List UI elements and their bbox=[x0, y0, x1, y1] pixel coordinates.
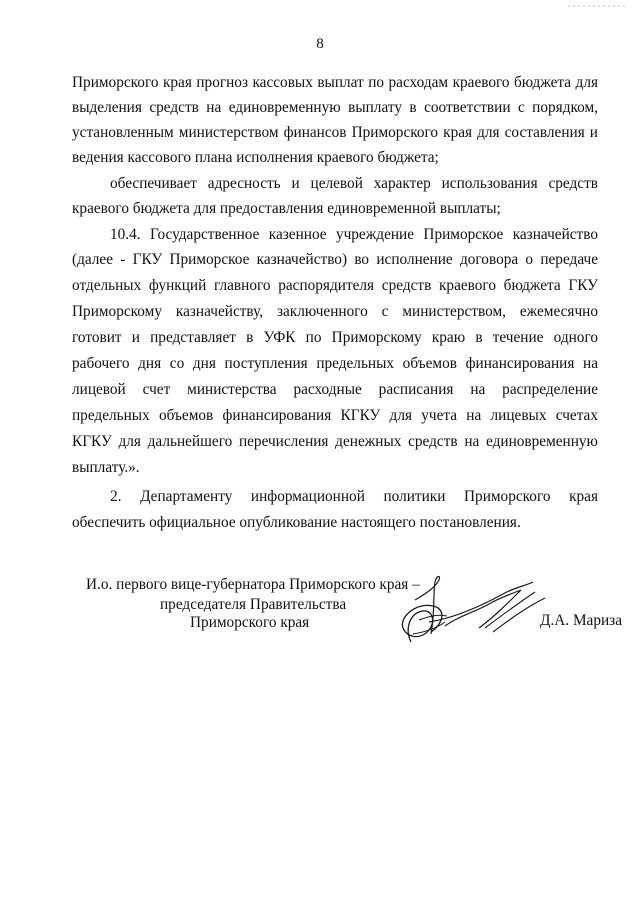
signatory-title: И.о. первого вице-губернатора Приморского края – bbox=[86, 576, 420, 593]
signatory-name: Д.А. Мариза bbox=[540, 612, 623, 629]
signatory-title: Приморского края bbox=[190, 614, 310, 631]
handwritten-signature bbox=[385, 572, 555, 654]
body-line: выделения средств на единовременную выплату в соответствии с порядком, bbox=[72, 99, 598, 116]
body-line: ведения кассового плана исполнения краевого бюджета; bbox=[72, 149, 439, 166]
body-line: КГКУ для дальнейшего перечисления денежных средств на единовременную bbox=[72, 433, 598, 450]
body-line: лицевой счет министерства расходные расписания на распределение bbox=[72, 381, 598, 398]
signatory-title: председателя Правительства bbox=[160, 596, 347, 613]
body-line: Приморскому казначейству, заключенного с министерством, ежемесячно bbox=[72, 303, 598, 320]
body-line: обеспечить официальное опубликование настоящего постановления. bbox=[72, 514, 521, 531]
page-number: 8 bbox=[316, 36, 324, 52]
body-line: выплату.». bbox=[72, 459, 140, 476]
body-line: установленным министерством финансов Приморского края для составления и bbox=[72, 124, 598, 141]
body-line: 2. Департаменту информационной политики Приморского края bbox=[110, 488, 598, 505]
body-line: 10.4. Государственное казенное учреждение Приморское казначейство bbox=[110, 226, 598, 243]
body-line: краевого бюджета для предоставления единовременной выплаты; bbox=[72, 200, 501, 217]
scan-mark bbox=[568, 3, 628, 9]
body-line: Приморского края прогноз кассовых выплат по расходам краевого бюджета для bbox=[72, 74, 598, 91]
body-line: (далее - ГКУ Приморское казначейство) во исполнение договора о передаче bbox=[72, 251, 598, 268]
body-line: предельных объемов финансирования КГКУ для учета на лицевых счетах bbox=[72, 407, 598, 424]
body-line: отдельных функций главного распорядителя средств краевого бюджета ГКУ bbox=[72, 277, 598, 294]
body-line: готовит и представляет в УФК по Приморскому краю в течение одного bbox=[72, 329, 598, 346]
body-line: обеспечивает адресность и целевой характер использования средств bbox=[110, 175, 598, 192]
body-line: рабочего дня со дня поступления предельных объемов финансирования на bbox=[72, 355, 598, 372]
